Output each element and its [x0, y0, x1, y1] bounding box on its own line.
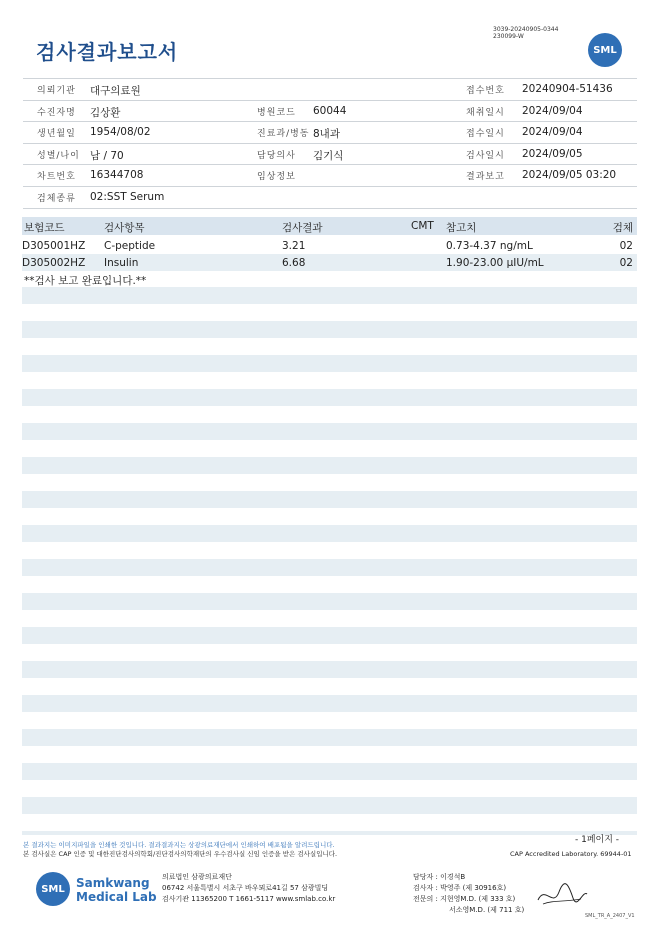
col-code-header: 보험코드 — [24, 222, 65, 234]
sml-footer-logo: SML — [36, 872, 70, 906]
institution-value: 대구의료원 — [90, 85, 141, 97]
receipt-date-value: 2024/09/04 — [522, 126, 583, 139]
patient-info-table — [23, 78, 637, 209]
col-result-header: 검사결과 — [282, 222, 323, 234]
results-header — [22, 217, 637, 235]
info-row: 의뢰기관 대구의료원 접수번호 20240904-51436 — [23, 78, 637, 101]
completion-note-row — [22, 270, 637, 287]
report-date-value: 2024/09/05 03:20 — [522, 169, 617, 182]
lab-address: 의료법인 삼광의료재단 06742 서울특별시 서초구 바우뫼로41길 57 삼광빌딩 검사기관 11365200 T 1661-5117 www.smlab.co.kr — [162, 873, 336, 903]
document-id: 3039-20240905-0344 230099-W — [493, 26, 559, 40]
patient-name-value: 김상환 — [90, 106, 121, 119]
completion-note: **검사 보고 완료입니다.** — [24, 275, 147, 287]
dob-value: 1954/08/02 — [90, 126, 151, 139]
sml-logo: SML — [588, 33, 622, 67]
info-row: 검체종류 02:SST Serum — [23, 187, 637, 209]
info-row: 수진자명 김상환 병원코드 60044 채취일시 2024/09/04 — [23, 101, 637, 123]
print-notice: 본 결과지는 이미지파일을 인쇄한 것입니다. 결과결과지는 상광의료재단에서 인쇄하여 배포됨을 알려드립니다. — [23, 841, 335, 849]
results-background-stripes — [22, 287, 637, 835]
page-number: - 1페이지 - — [575, 835, 620, 845]
dept-value: 8내과 — [313, 128, 340, 141]
collect-date-value: 2024/09/04 — [522, 104, 583, 117]
cap-accreditation: CAP Accredited Laboratory. 69944-01 — [510, 850, 632, 858]
table-row: D305002HZ Insulin 6.68 1.90-23.00 µIU/mL 02 — [22, 254, 637, 271]
certification-notice: 본 검사실은 CAP 인증 및 대한진단검사의학회/진단검사의학재단의 우수검사실 신임 인증을 받은 검사실입니다. — [23, 850, 338, 858]
table-row: D305001HZ C-peptide 3.21 0.73-4.37 ng/mL 02 — [22, 240, 633, 252]
specimen-value: 02:SST Serum — [90, 190, 165, 203]
brand-name: Samkwang Medical Lab — [76, 876, 157, 904]
signature-icon — [535, 880, 590, 910]
col-specimen-header: 검체 — [612, 222, 633, 234]
receipt-no-value: 20240904-51436 — [522, 83, 613, 95]
test-date-value: 2024/09/05 — [522, 147, 583, 160]
col-cmt-header: CMT — [411, 220, 434, 232]
form-code: SML_TR_A_2407_V1 — [585, 913, 635, 919]
sex-age-value: 남 / 70 — [90, 149, 124, 162]
col-item-header: 검사항목 — [104, 222, 145, 234]
info-row: 차트번호 16344708 임상정보 결과보고 2024/09/05 03:20 — [23, 165, 637, 187]
info-row: 성별/나이 남 / 70 담당의사 김기식 검사일시 2024/09/05 — [23, 144, 637, 166]
hospital-code-value: 60044 — [313, 104, 347, 117]
col-ref-header: 참고치 — [446, 222, 477, 234]
chart-no-value: 16344708 — [90, 169, 144, 182]
info-row: 생년월일 1954/08/02 진료과/병동 8내과 접수일시 2024/09/04 — [23, 122, 637, 144]
staff-list: 담당자 : 이경석B 검사자 : 박영주 (제 30916호) 전문의 : 지현영M.D. (제 333 호) 서소영M.D. (제 711 호) — [413, 873, 525, 914]
page-title: 검사결과보고서 — [36, 40, 179, 64]
doctor-value: 김기식 — [313, 149, 344, 162]
